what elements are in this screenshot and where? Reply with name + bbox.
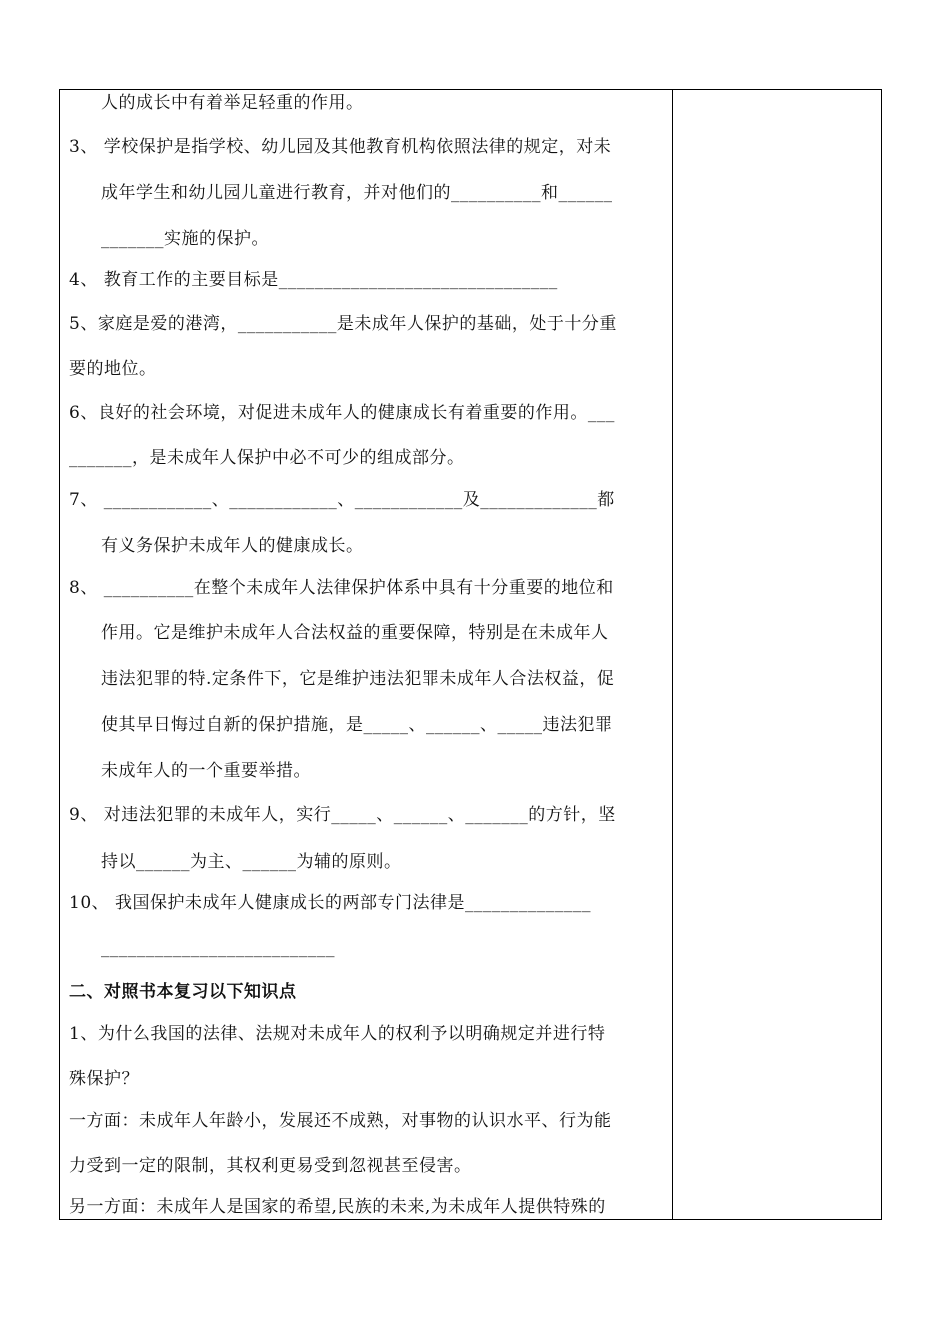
text-line-18: 持以______为主、______为辅的原则。 — [101, 852, 402, 872]
text-line-17: 9、 对违法犯罪的未成年人，实行_____、______、_______的方针，坚 — [69, 805, 616, 825]
text-line-11: 有义务保护未成年人的健康成长。 — [101, 536, 364, 556]
text-line-2: 3、 学校保护是指学校、幼儿园及其他教育机构依照法律的规定，对未 — [69, 137, 612, 157]
text-line-7: 要的地位。 — [69, 359, 157, 379]
text-line-23: 殊保护？ — [69, 1069, 139, 1089]
text-line-14: 违法犯罪的特.定条件下，它是维护违法犯罪未成年人合法权益，促 — [101, 669, 615, 689]
text-line-22: 1、为什么我国的法律、法规对未成年人的权利予以明确规定并进行特 — [69, 1024, 606, 1044]
text-line-8: 6、良好的社会环境，对促进未成年人的健康成长有着重要的作用。___ — [69, 403, 615, 423]
text-line-16: 未成年人的一个重要举措。 — [101, 761, 311, 781]
table-column-divider — [672, 89, 673, 1220]
text-line-12: 8、 __________在整个未成年人法律保护体系中具有十分重要的地位和 — [69, 578, 614, 598]
text-line-13: 作用。它是维护未成年人合法权益的重要保障，特别是在未成年人 — [101, 623, 609, 643]
text-line-1: 人的成长中有着举足轻重的作用。 — [101, 93, 364, 113]
text-line-5: 4、 教育工作的主要目标是_______________________________ — [69, 270, 558, 290]
text-line-15: 使其早日悔过自新的保护措施，是_____、______、_____违法犯罪 — [101, 715, 613, 735]
text-line-3: 成年学生和幼儿园儿童进行教育，并对他们的__________和______ — [101, 183, 613, 203]
text-line-9: _______，是未成年人保护中必不可少的组成部分。 — [69, 448, 465, 468]
section-heading: 二、对照书本复习以下知识点 — [69, 982, 297, 1002]
text-line-19: 10、 我国保护未成年人健康成长的两部专门法律是______________ — [69, 893, 592, 913]
text-line-6: 5、家庭是爱的港湾，___________是未成年人保护的基础，处于十分重 — [69, 314, 617, 334]
text-line-4: _______实施的保护。 — [101, 229, 269, 249]
text-line-26: 另一方面：未成年人是国家的希望,民族的未来,为未成年人提供特殊的 — [69, 1197, 606, 1217]
text-line-20: __________________________ — [101, 938, 335, 958]
document-table — [59, 89, 882, 1220]
text-line-24: 一方面：未成年人年龄小，发展还不成熟，对事物的认识水平、行为能 — [69, 1111, 612, 1131]
text-line-25: 力受到一定的限制，其权利更易受到忽视甚至侵害。 — [69, 1156, 472, 1176]
text-line-10: 7、 ____________、____________、____________及_____________都 — [69, 490, 615, 510]
